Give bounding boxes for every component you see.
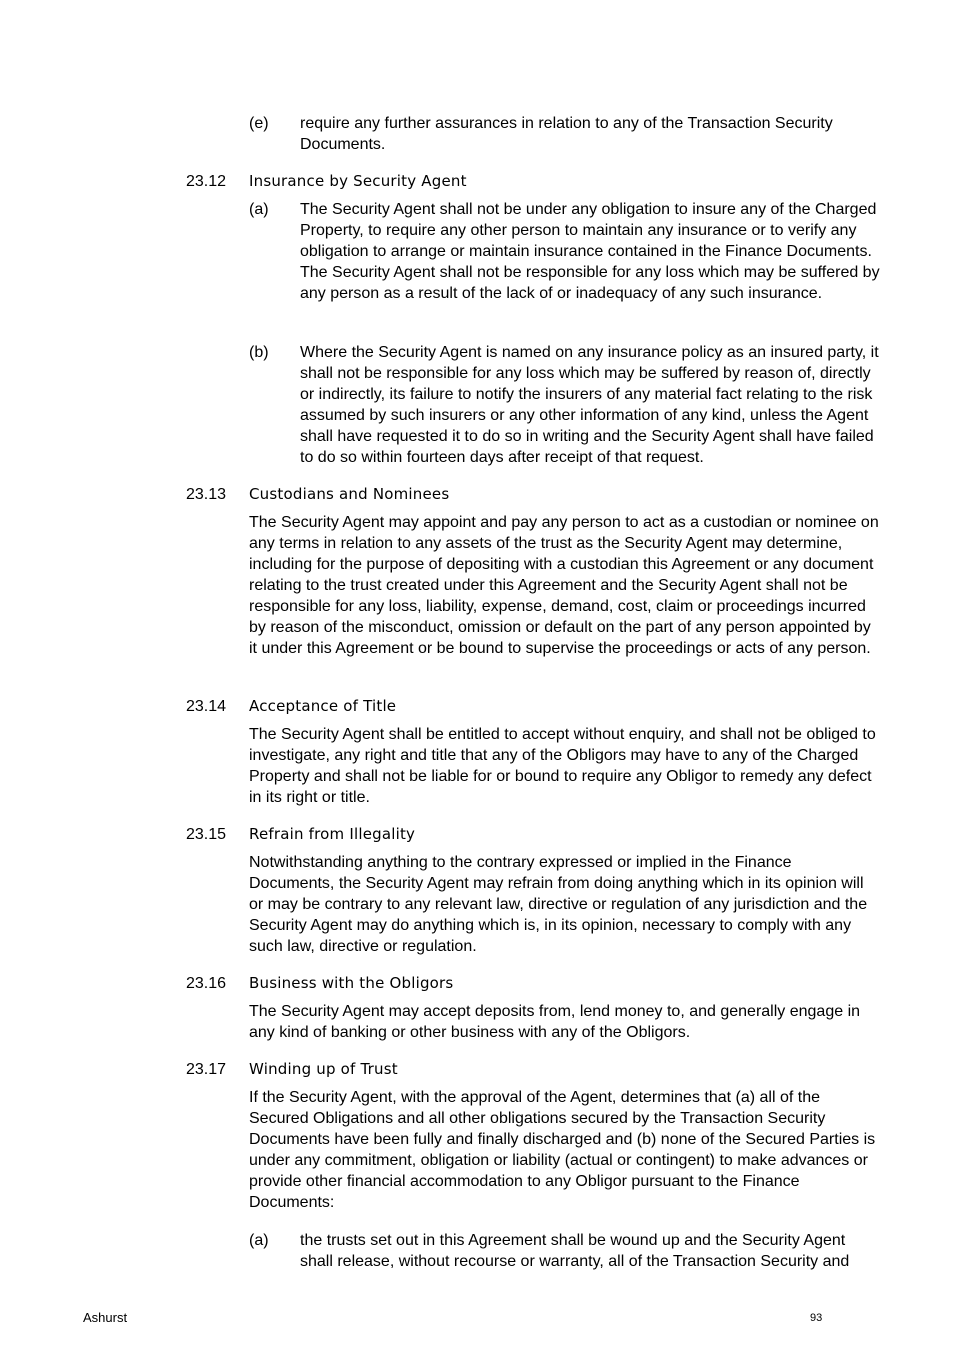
clause-label-a: (a) [249,1232,269,1249]
footer-firm-name: Ashurst [83,1310,128,1325]
section-23-17-body: If the Security Agent, with the approval of the Agent, determines that (a) all of the Secured Obligations and all other obligations secured by the Transaction Security Documents have been fully and finally discharged and (b) none of the Secured Parties is under any commitment, obligation or liability (actual or contingent) to make advances or provide other financial accommodation to any Obligor pursuant to the Finance Documents: [249,1089,876,1211]
footer-page-number: 93 [810,1312,823,1324]
section-number-23-13: 23.13 [186,486,227,503]
clause-23-12-a-text: The Security Agent shall not be under any obligation to insure any of the Charged Property, to require any other person to maintain any insurance or to verify any obligation to arrange or maintain insurance contained in the Finance Documents. The Security Agent shall not be responsible for any loss which may be suffered by any person as a result of the lack of or inadequacy of any such insurance. [300,201,880,302]
clause-23-12-b-text: Where the Security Agent is named on any insurance policy as an insured party, it shall not be responsible for any loss which may be suffered by reason of, directly or indirectly, its failure to notify the insurers of any material fact relating to the risk assumed by such insurers or any other information of any kind, unless the Agent shall have requested it to do so in writing and the Security Agent shall have failed to do so within fourteen days after receipt of that request. [300,344,879,466]
section-number-23-14: 23.14 [186,698,227,715]
section-number-23-15: 23.15 [186,826,227,843]
clause-label-b: (b) [249,344,269,361]
section-number-23-12: 23.12 [186,173,227,190]
clause-e-text: require any further assurances in relation to any of the Transaction Security Documents. [300,115,833,153]
section-23-14-body: The Security Agent shall be entitled to accept without enquiry, and shall not be obliged to investigate, any right and title that any of the Obligors may have to any of the Charged Property and shall not be liable for or bound to require any Obligor to remedy any defect in its right or title. [249,726,876,806]
section-heading-custodians: Custodians and Nominees [249,485,450,503]
clause-label-a: (a) [249,201,269,218]
section-number-23-17: 23.17 [186,1061,227,1078]
section-heading-acceptance: Acceptance of Title [249,697,397,715]
section-23-15-body: Notwithstanding anything to the contrary expressed or implied in the Finance Documents, the Security Agent may refrain from doing anything which in its opinion will or may be contrary to any relevant law, directive or regulation of any jurisdiction and the Security Agent may do anything which is, in its opinion, necessary to comply with any such law, directive or regulation. [249,854,868,955]
clause-23-17-a-text: the trusts set out in this Agreement shall be wound up and the Security Agent shall release, without recourse or warranty, all of the Transaction Security and [300,1232,850,1270]
section-heading-winding-up: Winding up of Trust [249,1060,398,1078]
section-heading-business: Business with the Obligors [249,974,454,992]
section-23-13-body: The Security Agent may appoint and pay any person to act as a custodian or nominee on any terms in relation to any assets of the trust as the Security Agent may determine, including for the purpose of depositing with a custodian this Agreement or any document relating to the trust created under this Agreement and the Security Agent shall not be responsible for any loss, liability, expense, demand, cost, claim or proceedings incurred by reason of the misconduct, omission or default on the part of any person appointed by it under this Agreement or be bound to supervise the proceedings or acts of any person. [249,514,879,657]
section-heading-insurance: Insurance by Security Agent [249,172,467,190]
section-number-23-16: 23.16 [186,975,227,992]
clause-label-e: (e) [249,115,269,132]
section-heading-illegality: Refrain from Illegality [249,825,416,843]
section-23-16-body: The Security Agent may accept deposits from, lend money to, and generally engage in any kind of banking or other business with any of the Obligors. [249,1003,861,1041]
